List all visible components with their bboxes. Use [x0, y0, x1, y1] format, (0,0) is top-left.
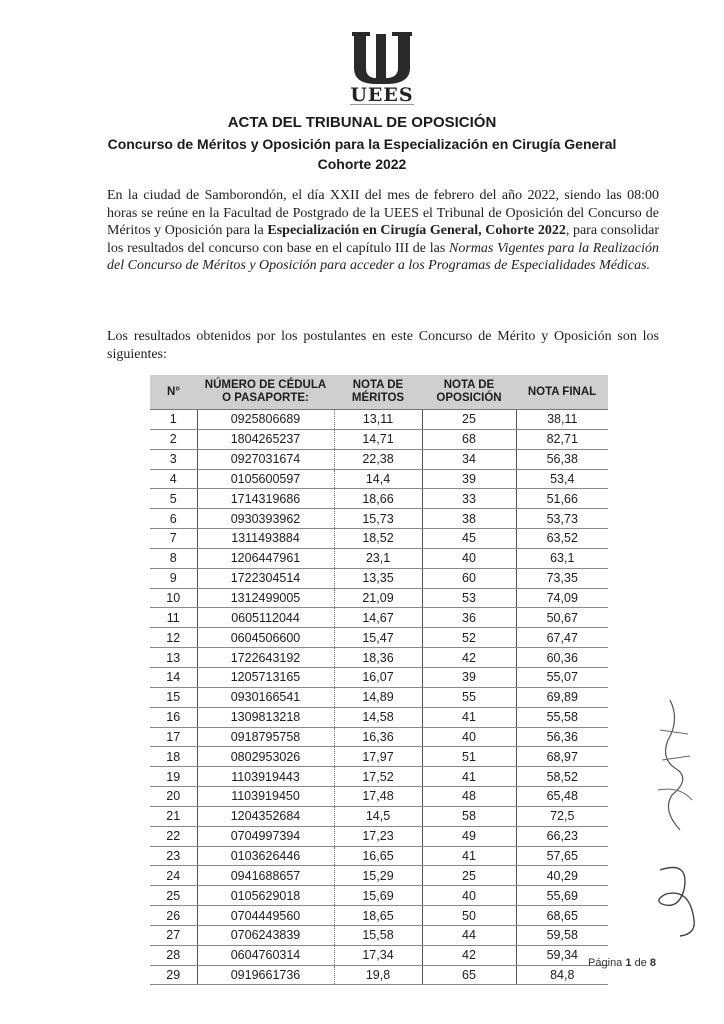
initials-mark: [650, 860, 710, 940]
row-id: 1311493884: [197, 529, 334, 549]
row-opposition: 41: [422, 767, 516, 787]
row-opposition: 49: [422, 826, 516, 846]
row-number: 14: [150, 667, 197, 687]
document-title: ACTA DEL TRIBUNAL DE OPOSICIÓN: [227, 114, 497, 131]
row-number: 2: [150, 429, 197, 449]
page-number: [588, 957, 656, 969]
row-merits: 18,66: [334, 489, 422, 509]
row-merits: 17,97: [334, 747, 422, 767]
subtitle-line-2: Cohorte 2022: [317, 156, 407, 172]
row-number: 10: [150, 588, 197, 608]
row-merits: 21,09: [334, 588, 422, 608]
row-final: 57,65: [516, 846, 608, 866]
row-merits: 14,4: [334, 469, 422, 489]
row-number: 17: [150, 727, 197, 747]
logo-wordmark: UEES: [350, 84, 414, 106]
row-final: 68,65: [516, 906, 608, 926]
row-merits: 17,48: [334, 787, 422, 807]
intro-paragraph: [107, 187, 659, 275]
table-row: [150, 767, 608, 787]
row-id: 0802953026: [197, 747, 334, 767]
row-number: 9: [150, 568, 197, 588]
row-number: 3: [150, 449, 197, 469]
table-row: [150, 925, 608, 945]
table-row: [150, 826, 608, 846]
row-merits: 14,5: [334, 806, 422, 826]
row-id: 0704997394: [197, 826, 334, 846]
row-final: 38,11: [516, 410, 608, 430]
row-final: 51,66: [516, 489, 608, 509]
row-number: 23: [150, 846, 197, 866]
table-row: [150, 866, 608, 886]
row-opposition: 42: [422, 945, 516, 965]
page-label: Página: [588, 957, 623, 969]
row-merits: 14,89: [334, 687, 422, 707]
row-number: 12: [150, 628, 197, 648]
row-number: 29: [150, 965, 197, 985]
row-opposition: 41: [422, 707, 516, 727]
row-final: 50,67: [516, 608, 608, 628]
row-merits: 16,65: [334, 846, 422, 866]
row-opposition: 45: [422, 529, 516, 549]
row-opposition: 40: [422, 727, 516, 747]
row-final: 55,58: [516, 707, 608, 727]
row-final: 53,4: [516, 469, 608, 489]
row-id: 0604760314: [197, 945, 334, 965]
row-final: 69,89: [516, 687, 608, 707]
row-number: 8: [150, 548, 197, 568]
row-final: 66,23: [516, 826, 608, 846]
row-final: 67,47: [516, 628, 608, 648]
row-final: 84,8: [516, 965, 608, 985]
row-number: 28: [150, 945, 197, 965]
row-id: 0927031674: [197, 449, 334, 469]
intro-text-a: En la ciudad de Samborondón, el día XXII del mes de febrero del año 2022, siendo las 08:00 horas se reúne en la Facultad de Postgrado de la UEES el Tribunal de Oposición del Concurso de Méritos y Oposición para la: [107, 188, 659, 238]
intro-text-italic: Normas Vigentes para la Realización del Concurso de Méritos y Oposición para acceder a los Programas de Especialidades Médicas.: [107, 240, 659, 273]
intro-text-bold: Especialización en Cirugía General, Cohorte 2022: [267, 223, 566, 238]
row-merits: 23,1: [334, 548, 422, 568]
row-final: 53,73: [516, 509, 608, 529]
row-number: 6: [150, 509, 197, 529]
row-final: 82,71: [516, 429, 608, 449]
row-final: 63,52: [516, 529, 608, 549]
table-row: [150, 707, 608, 727]
row-number: 16: [150, 707, 197, 727]
row-number: 25: [150, 886, 197, 906]
row-id: 0105600597: [197, 469, 334, 489]
table-row: [150, 548, 608, 568]
row-id: 0930166541: [197, 687, 334, 707]
page-total: 8: [649, 957, 656, 969]
results-table-body: [150, 410, 608, 985]
results-paragraph: Los resultados obtenidos por los postulantes en este Concurso de Mérito y Oposición son los siguientes:: [107, 329, 659, 362]
row-merits: 18,36: [334, 648, 422, 668]
row-final: 60,36: [516, 648, 608, 668]
row-number: 19: [150, 767, 197, 787]
table-row: [150, 906, 608, 926]
table-row: [150, 509, 608, 529]
row-merits: 15,47: [334, 628, 422, 648]
row-id: 1722643192: [197, 648, 334, 668]
row-id: 0918795758: [197, 727, 334, 747]
table-row: [150, 787, 608, 807]
row-number: 22: [150, 826, 197, 846]
row-final: 59,58: [516, 925, 608, 945]
row-id: 1204352684: [197, 806, 334, 826]
row-number: 20: [150, 787, 197, 807]
table-row: [150, 965, 608, 985]
table-row: [150, 469, 608, 489]
row-id: 1722304514: [197, 568, 334, 588]
table-row: [150, 410, 608, 430]
row-final: 73,35: [516, 568, 608, 588]
row-merits: 17,52: [334, 767, 422, 787]
row-id: 0605112044: [197, 608, 334, 628]
row-id: 1714319686: [197, 489, 334, 509]
subtitle-line-1: Concurso de Méritos y Oposición para la Especialización en Cirugía General: [107, 136, 617, 152]
row-opposition: 60: [422, 568, 516, 588]
row-merits: 14,67: [334, 608, 422, 628]
row-merits: 18,65: [334, 906, 422, 926]
row-merits: 14,71: [334, 429, 422, 449]
table-row: [150, 945, 608, 965]
row-opposition: 41: [422, 846, 516, 866]
row-opposition: 48: [422, 787, 516, 807]
row-merits: 17,23: [334, 826, 422, 846]
row-opposition: 25: [422, 410, 516, 430]
row-opposition: 33: [422, 489, 516, 509]
row-opposition: 65: [422, 965, 516, 985]
row-number: 7: [150, 529, 197, 549]
logo-underline: [350, 104, 414, 108]
row-id: 1312499005: [197, 588, 334, 608]
row-opposition: 53: [422, 588, 516, 608]
row-merits: 16,07: [334, 667, 422, 687]
table-row: [150, 529, 608, 549]
row-opposition: 42: [422, 648, 516, 668]
header-id: NÚMERO DE CÉDULA O PASAPORTE:: [197, 375, 334, 410]
table-row: [150, 687, 608, 707]
table-row: [150, 588, 608, 608]
row-opposition: 50: [422, 906, 516, 926]
row-opposition: 44: [422, 925, 516, 945]
row-number: 1: [150, 410, 197, 430]
row-id: 0925806689: [197, 410, 334, 430]
row-merits: 15,29: [334, 866, 422, 886]
row-opposition: 58: [422, 806, 516, 826]
row-number: 21: [150, 806, 197, 826]
row-id: 0919661736: [197, 965, 334, 985]
row-opposition: 39: [422, 667, 516, 687]
row-number: 24: [150, 866, 197, 886]
table-row: [150, 727, 608, 747]
row-id: 1205713165: [197, 667, 334, 687]
table-row: [150, 429, 608, 449]
row-opposition: 40: [422, 548, 516, 568]
row-id: 1103919443: [197, 767, 334, 787]
header-opposition: NOTA DE OPOSICIÓN: [422, 375, 516, 410]
row-merits: 13,11: [334, 410, 422, 430]
row-id: 1309813218: [197, 707, 334, 727]
row-number: 13: [150, 648, 197, 668]
row-final: 74,09: [516, 588, 608, 608]
row-number: 4: [150, 469, 197, 489]
row-id: 0103626446: [197, 846, 334, 866]
row-number: 15: [150, 687, 197, 707]
row-opposition: 36: [422, 608, 516, 628]
row-merits: 22,38: [334, 449, 422, 469]
row-number: 11: [150, 608, 197, 628]
row-merits: 17,34: [334, 945, 422, 965]
table-row: [150, 628, 608, 648]
row-number: 26: [150, 906, 197, 926]
row-opposition: 55: [422, 687, 516, 707]
table-row: [150, 667, 608, 687]
table-row: [150, 886, 608, 906]
table-row: [150, 806, 608, 826]
table-row: [150, 747, 608, 767]
table-row: [150, 489, 608, 509]
row-opposition: 38: [422, 509, 516, 529]
row-opposition: 39: [422, 469, 516, 489]
row-final: 63,1: [516, 548, 608, 568]
row-final: 58,52: [516, 767, 608, 787]
table-row: [150, 846, 608, 866]
row-final: 56,38: [516, 449, 608, 469]
row-merits: 15,58: [334, 925, 422, 945]
row-merits: 15,73: [334, 509, 422, 529]
row-final: 55,69: [516, 886, 608, 906]
intro-text-b: , para consolidar los resultados del concurso con base en el capítulo III de las: [107, 223, 659, 256]
header-merits: NOTA DE MÉRITOS: [334, 375, 422, 410]
row-opposition: 25: [422, 866, 516, 886]
row-merits: 16,36: [334, 727, 422, 747]
row-id: 0704449560: [197, 906, 334, 926]
header-final: NOTA FINAL: [516, 375, 608, 410]
row-id: 0604506600: [197, 628, 334, 648]
page-current: 1: [625, 957, 632, 969]
row-merits: 15,69: [334, 886, 422, 906]
table-row: [150, 648, 608, 668]
signature-mark: [650, 690, 700, 840]
row-merits: 19,8: [334, 965, 422, 985]
row-opposition: 52: [422, 628, 516, 648]
row-merits: 18,52: [334, 529, 422, 549]
row-number: 18: [150, 747, 197, 767]
row-merits: 13,35: [334, 568, 422, 588]
row-number: 27: [150, 925, 197, 945]
row-final: 68,97: [516, 747, 608, 767]
row-opposition: 34: [422, 449, 516, 469]
row-final: 59,34: [516, 945, 608, 965]
row-final: 56,36: [516, 727, 608, 747]
row-id: 0941688657: [197, 866, 334, 886]
row-number: 5: [150, 489, 197, 509]
row-merits: 14,58: [334, 707, 422, 727]
page-sep: de: [634, 957, 647, 969]
row-id: 0105629018: [197, 886, 334, 906]
row-id: 1804265237: [197, 429, 334, 449]
results-table: [150, 375, 608, 985]
uees-logo-mark-icon: [340, 28, 424, 90]
row-id: 1103919450: [197, 787, 334, 807]
row-id: 0706243839: [197, 925, 334, 945]
table-row: [150, 568, 608, 588]
row-opposition: 40: [422, 886, 516, 906]
row-id: 1206447961: [197, 548, 334, 568]
document-subtitle: [0, 134, 724, 174]
row-final: 65,48: [516, 787, 608, 807]
row-final: 40,29: [516, 866, 608, 886]
table-row: [150, 449, 608, 469]
row-final: 72,5: [516, 806, 608, 826]
table-header-row: [150, 375, 608, 410]
row-final: 55,07: [516, 667, 608, 687]
row-id: 0930393962: [197, 509, 334, 529]
row-opposition: 68: [422, 429, 516, 449]
header-number: N°: [150, 375, 197, 410]
table-row: [150, 608, 608, 628]
row-opposition: 51: [422, 747, 516, 767]
